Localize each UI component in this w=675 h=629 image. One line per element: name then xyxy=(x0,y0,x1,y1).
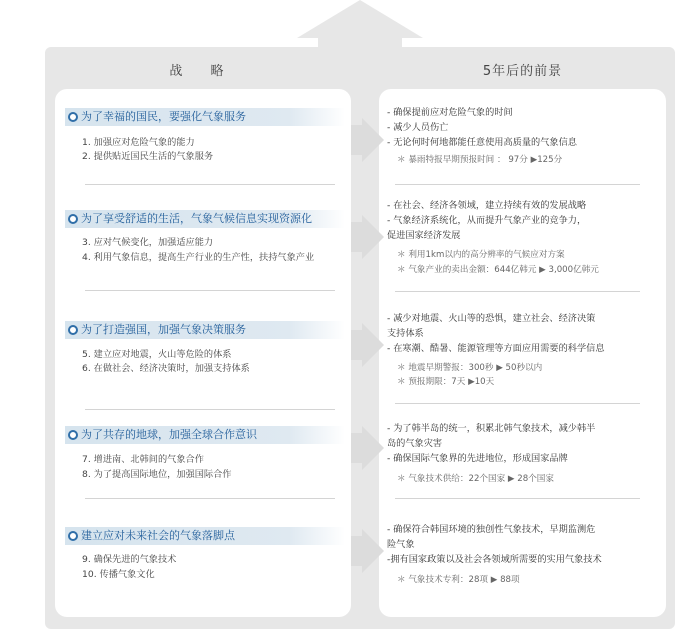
prospect-note: ＊ 气象产业的卖出金额：644亿韩元 ▶ 3,000亿韩元 xyxy=(397,265,599,275)
circle-bullet-icon xyxy=(68,325,78,335)
chevron-right-icon xyxy=(362,426,384,470)
divider xyxy=(395,403,640,404)
section-title: 为了打造强国，加强气象决策服务 xyxy=(65,321,345,339)
section-title: 为了幸福的国民，要强化气象服务 xyxy=(65,108,345,126)
chevron-right-icon xyxy=(362,529,384,573)
divider xyxy=(395,498,640,499)
strategy-item: 2. 提供贴近国民生活的气象服务 xyxy=(82,151,214,162)
section-title: 为了共存的地球，加强全球合作意识 xyxy=(65,426,345,444)
prospect-line: - 无论何时何地都能任意使用高质量的气象信息 xyxy=(387,137,577,148)
prospect-line: - 减少人员伤亡 xyxy=(387,122,449,133)
divider xyxy=(85,498,335,499)
divider xyxy=(395,291,640,292)
strategy-item: 5. 建立应对地震，火山等危险的体系 xyxy=(82,349,232,360)
circle-bullet-icon xyxy=(68,112,78,122)
prospect-line: - 减少对地震、火山等的恐惧，建立社会、经济决策 xyxy=(387,313,596,324)
prospect-note: ＊ 气象技术供给：22个国家 ▶ 28个国家 xyxy=(397,474,554,484)
circle-bullet-icon xyxy=(68,531,78,541)
prospect-line: 险气象 xyxy=(387,539,415,550)
strategy-item: 7. 增进南、北韩间的气象合作 xyxy=(82,454,204,465)
prospect-line: 岛的气象灾害 xyxy=(387,438,443,449)
circle-bullet-icon xyxy=(68,430,78,440)
prospect-line: - 在社会、经济各领域，建立持续有效的发展战略 xyxy=(387,200,587,211)
strategy-header: 战 略 xyxy=(169,64,236,79)
prospect-line: - 在寒潮、酷暑、能源管理等方面应用需要的科学信息 xyxy=(387,343,605,354)
section-title: 建立应对未来社会的气象落脚点 xyxy=(65,527,345,545)
prospect-line: -拥有国家政策以及社会各领域所需要的实用气象技术 xyxy=(387,554,602,565)
prospect-line: - 确保符合韩国环境的独创性气象技术，早期监测危 xyxy=(387,524,596,535)
chevron-right-icon xyxy=(362,215,384,259)
circle-bullet-icon xyxy=(68,214,78,224)
strategy-item: 9. 确保先进的气象技术 xyxy=(82,554,177,565)
divider xyxy=(85,409,335,410)
up-arrow-shape xyxy=(297,0,423,38)
strategy-item: 6. 在做社会、经济决策时，加强支持体系 xyxy=(82,363,250,374)
section-title: 为了享受舒适的生活，气象气候信息实现资源化 xyxy=(65,210,345,228)
strategy-item: 1. 加强应对危险气象的能力 xyxy=(82,137,195,148)
prospect-note: ＊ 地震早期警报：300秒 ▶ 50秒以内 xyxy=(397,363,543,373)
prospect-line: - 确保提前应对危险气象的时间 xyxy=(387,107,513,118)
strategy-item: 8. 为了提高国际地位，加强国际合作 xyxy=(82,469,232,480)
prospect-line: - 确保国际气象界的先进地位，形成国家品牌 xyxy=(387,453,568,464)
divider xyxy=(85,290,335,291)
divider xyxy=(85,184,335,185)
prospect-note: ＊ 气象技术专利：28项 ▶ 88项 xyxy=(397,575,520,585)
prospect-line: - 为了韩半岛的统一，积累北韩气象技术，减少韩半 xyxy=(387,423,596,434)
chevron-right-icon xyxy=(362,118,384,162)
strategy-item: 3. 应对气候变化，加强适应能力 xyxy=(82,237,214,248)
prospect-note: ＊ 预报期限：7天 ▶10天 xyxy=(397,377,495,387)
divider xyxy=(395,184,640,185)
prospect-line: 促进国家经济发展 xyxy=(387,230,461,241)
prospect-header: 5年后的前景 xyxy=(482,64,563,79)
strategy-item: 4. 利用气象信息，提高生产行业的生产性，扶持气象产业 xyxy=(82,252,315,263)
prospect-line: - 气象经济系统化，从而提升气象产业的竞争力， xyxy=(387,215,587,226)
prospect-note: ＊ 暴雨特报早期预报时间 ： 97分 ▶125分 xyxy=(397,155,563,165)
prospect-note: ＊ 利用1km以内的高分辨率的气候应对方案 xyxy=(397,250,565,260)
chevron-right-icon xyxy=(362,323,384,367)
strategy-item: 10. 传播气象文化 xyxy=(82,569,155,580)
prospect-line: 支持体系 xyxy=(387,328,424,339)
